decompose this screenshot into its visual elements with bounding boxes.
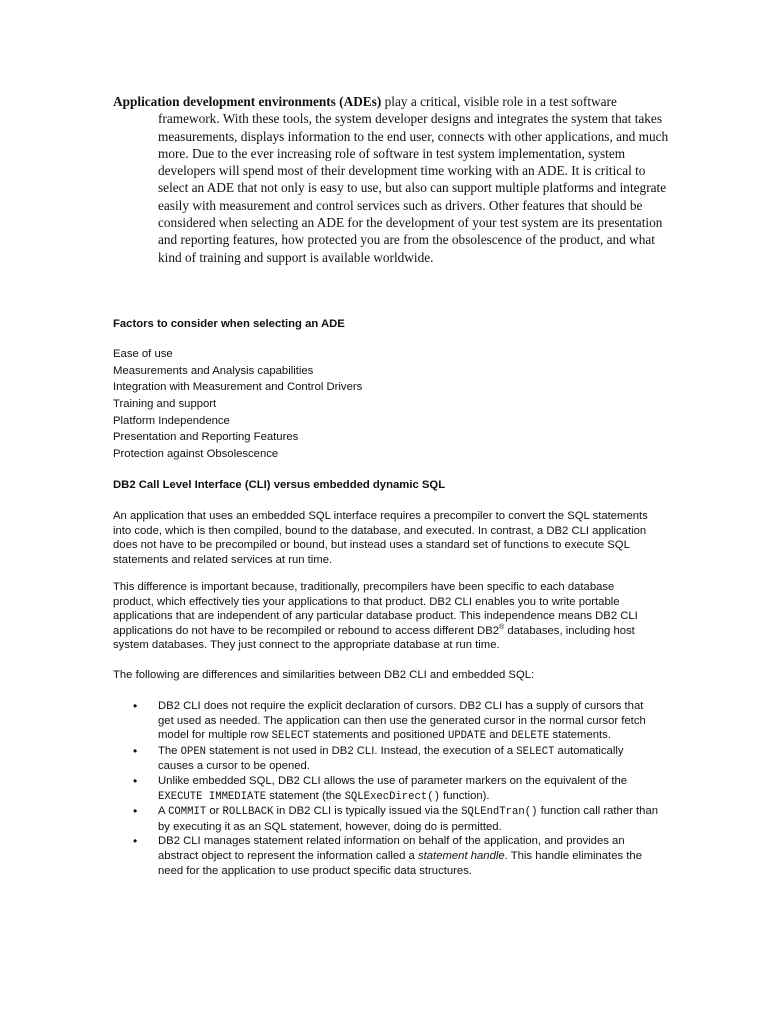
code-select: SELECT: [516, 745, 555, 758]
emphasis-statement-handle: statement handle: [417, 849, 505, 862]
list-item: Training and support: [113, 398, 217, 411]
code-sqlexecdirect: SQLExecDirect(): [344, 790, 440, 803]
factors-list: [113, 346, 673, 463]
bullet-icon: •: [133, 834, 138, 849]
code-execute-immediate: EXECUTE IMMEDIATE: [158, 790, 267, 803]
registered-mark: ®: [499, 624, 505, 632]
db2-heading: DB2 Call Level Interface (CLI) versus embedded dynamic SQL: [113, 479, 446, 491]
list-item: • DB2 CLI manages statement related information on behalf of the application, and provides an abstract object to represent the information called a statement handle. This handle eliminates the need for the application to use product specific data structures.: [133, 834, 642, 877]
intro-paragraph: [113, 93, 678, 266]
list-item: Integration with Measurement and Control Drivers: [113, 381, 363, 394]
db2-paragraph-2: [113, 580, 658, 653]
differences-list: [113, 699, 658, 878]
intro-lead: Application development environments (ADEs): [113, 94, 382, 109]
code-sqlendtran: SQLEndTran(): [461, 806, 538, 819]
code-open: OPEN: [180, 745, 207, 758]
code-select: SELECT: [271, 730, 310, 743]
bullet-icon: •: [133, 773, 138, 788]
intro-text: play a critical, visible role in a test software framework. With these tools, the system developer designs and integrates the system that takes measurements, displays information to the end user, connects with other applications, and much more. Due to the ever increasing role of software in test system implementation, system developers will spend most of their development time working with an ADE. It is critical to select an ADE that not only is easy to use, but also can support multiple platforms and integrate easily with measurement and control services such as drivers. Other features that should be considered when selecting an ADE for the development of your test system are its presentation and reporting features, how protected you are from the obsolescence of the product, and what kind of training and support is available worldwide.: [158, 94, 669, 265]
code-rollback: ROLLBACK: [222, 806, 274, 819]
p2-text-b: databases, including host system databases. They just connect to the appropriate database at run time.: [113, 624, 635, 652]
bullet-icon: •: [133, 743, 138, 758]
list-item: Platform Independence: [113, 414, 230, 427]
list-item: • DB2 CLI does not require the explicit declaration of cursors. DB2 CLI has a supply of cursors that get used as needed. The application can then use the generated cursor in the normal cursor fetch model for multiple row SELECT statements and positioned UPDATE and DELETE statements.: [133, 699, 646, 743]
bullet-icon: •: [133, 804, 138, 819]
db2-paragraph-3: The following are differences and similarities between DB2 CLI and embedded SQL:: [113, 669, 535, 681]
p2-text-a: This difference is important because, traditionally, precompilers have been specific to each database product, which effectively ties your applications to that product. DB2 CLI enables you to write portable applications that are independent of any particular database product. This independence means DB2 CLI applications do not have to be recompiled or rebound to access different DB2: [113, 581, 638, 637]
list-item: • A COMMIT or ROLLBACK in DB2 CLI is typically issued via the SQLEndTran() function call rather than by executing it as an SQL statement, however, doing do is permitted.: [133, 804, 659, 833]
db2-paragraph-1: An application that uses an embedded SQL interface requires a precompiler to convert the SQL statements into code, which is then compiled, bound to the database, and executed. In contrast, a DB2 CLI application does not have to be precompiled or bound, but instead uses a standard set of functions to execute SQL statements and related services at run time.: [113, 510, 648, 566]
bullet-icon: •: [133, 699, 138, 713]
code-delete: DELETE: [511, 730, 550, 743]
code-commit: COMMIT: [168, 806, 207, 819]
code-update: UPDATE: [447, 730, 487, 743]
list-item: • Unlike embedded SQL, DB2 CLI allows the use of parameter markers on the equivalent of the EXECUTE IMMEDIATE statement (the SQLExecDirect() function).: [133, 773, 628, 803]
list-item: • The OPEN statement is not used in DB2 CLI. Instead, the execution of a SELECT automatically causes a cursor to be opened.: [133, 743, 624, 773]
list-item: Ease of use: [113, 348, 173, 360]
factors-heading: Factors to consider when selecting an ADE: [113, 318, 345, 330]
list-item: Presentation and Reporting Features: [113, 431, 299, 444]
list-item: Measurements and Analysis capabilities: [113, 364, 314, 377]
list-item: Protection against Obsolescence: [113, 448, 279, 461]
